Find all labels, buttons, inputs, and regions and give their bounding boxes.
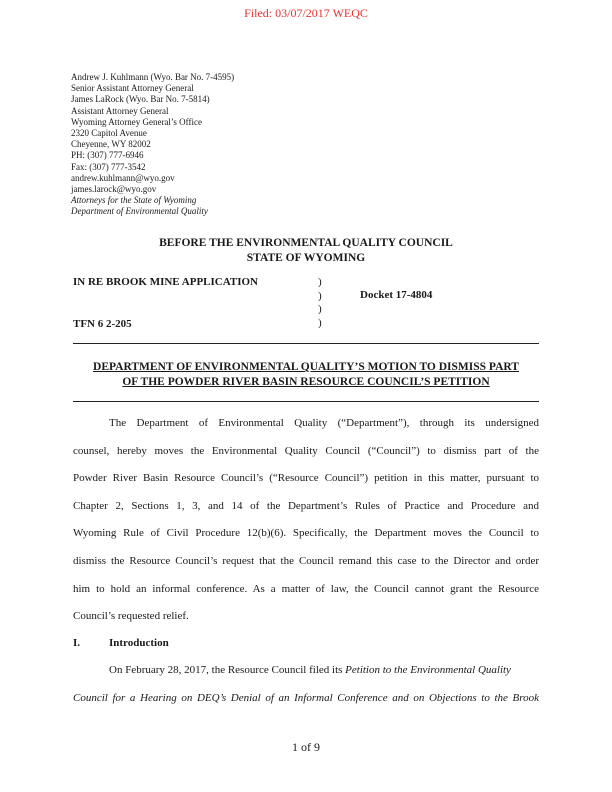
court-heading: [0, 236, 612, 266]
section-title: Introduction: [109, 637, 169, 649]
paragraph-line: counsel, hereby moves the Environmental Quality Council (“Council”) to dismiss part of the: [73, 444, 539, 457]
attorney-line: James LaRock (Wyo. Bar No. 7-5814): [71, 94, 210, 105]
attorney-line: james.larock@wyo.gov: [71, 184, 157, 195]
paragraph-line: Council’s requested relief.: [73, 610, 189, 623]
paragraph-text: On February 28, 2017, the Resource Council filed its: [109, 664, 346, 676]
paragraph-1: [73, 416, 539, 637]
attorney-line: Assistant Attorney General: [71, 105, 169, 116]
attorneys-for-line: Department of Environmental Quality: [71, 206, 208, 217]
attorney-line: Senior Assistant Attorney General: [71, 83, 194, 94]
attorney-line: PH: (307) 777-6946: [71, 150, 144, 161]
motion-title-line: OF THE POWDER RIVER BASIN RESOURCE COUNCIL’S PETITION: [122, 376, 490, 388]
paragraph-line: Chapter 2, Sections 1, 3, and 14 of the Department’s Rules of Practice and Procedure and: [73, 499, 539, 512]
court-heading-line: STATE OF WYOMING: [246, 252, 366, 264]
court-heading-line: BEFORE THE ENVIRONMENTAL QUALITY COUNCIL: [159, 237, 453, 249]
caption-paren: ): [318, 289, 322, 302]
caption-paren: ): [318, 303, 322, 315]
caption-tfn: TFN 6 2-205: [73, 318, 132, 330]
filed-stamp: Filed: 03/07/2017 WEQC: [244, 6, 368, 20]
paragraph-line: dismiss the Resource Council’s request that the Council remand this case to the Director and order: [73, 554, 539, 567]
motion-title-line: DEPARTMENT OF ENVIRONMENTAL QUALITY’S MOTION TO DISMISS PART: [93, 361, 519, 373]
paragraph-line: [73, 663, 539, 691]
divider-top: [73, 343, 539, 344]
paragraph-2: [73, 663, 539, 718]
section-heading: [73, 637, 169, 649]
attorneys-for-line: Attorneys for the State of Wyoming: [71, 195, 197, 206]
attorney-line: Andrew J. Kuhlmann (Wyo. Bar No. 7-4595): [71, 72, 235, 82]
paragraph-line: him to hold an informal conference. As a matter of law, the Council cannot grant the Resource: [73, 582, 539, 595]
motion-title: [73, 360, 539, 390]
paragraph-line: Wyoming Rule of Civil Procedure 12(b)(6). Specifically, the Department moves the Council to: [73, 527, 539, 540]
attorney-block: [71, 72, 234, 218]
paragraph-line: The Department of Environmental Quality (“Department”), through its undersigned: [109, 417, 539, 429]
paragraph-line: Powder River Basin Resource Council’s (“Resource Council”) petition in this matter, pursuant to: [73, 472, 539, 485]
attorney-line: Fax: (307) 777-3542: [71, 161, 146, 172]
docket-number: Docket 17-4804: [360, 289, 433, 301]
attorney-line: 2320 Capitol Avenue: [71, 128, 147, 139]
page-number: 1 of 9: [292, 740, 320, 754]
attorney-line: Wyoming Attorney General’s Office: [71, 116, 203, 127]
caption-paren: ): [318, 276, 322, 288]
attorney-line: Cheyenne, WY 82002: [71, 139, 151, 150]
paragraph-line: [73, 691, 539, 719]
divider-bottom: [73, 401, 539, 402]
petition-title-part: Council for a Hearing on DEQ’s Denial of an Informal Conference and on Objections to the Brook: [73, 691, 539, 704]
caption-parentheses: [318, 276, 322, 330]
caption-matter: IN RE BROOK MINE APPLICATION: [73, 276, 258, 288]
caption-paren: ): [318, 316, 322, 329]
attorney-line: andrew.kuhlmann@wyo.gov: [71, 172, 175, 183]
section-number: I.: [73, 637, 81, 649]
petition-title-part: Petition to the Environmental Quality: [345, 664, 511, 676]
